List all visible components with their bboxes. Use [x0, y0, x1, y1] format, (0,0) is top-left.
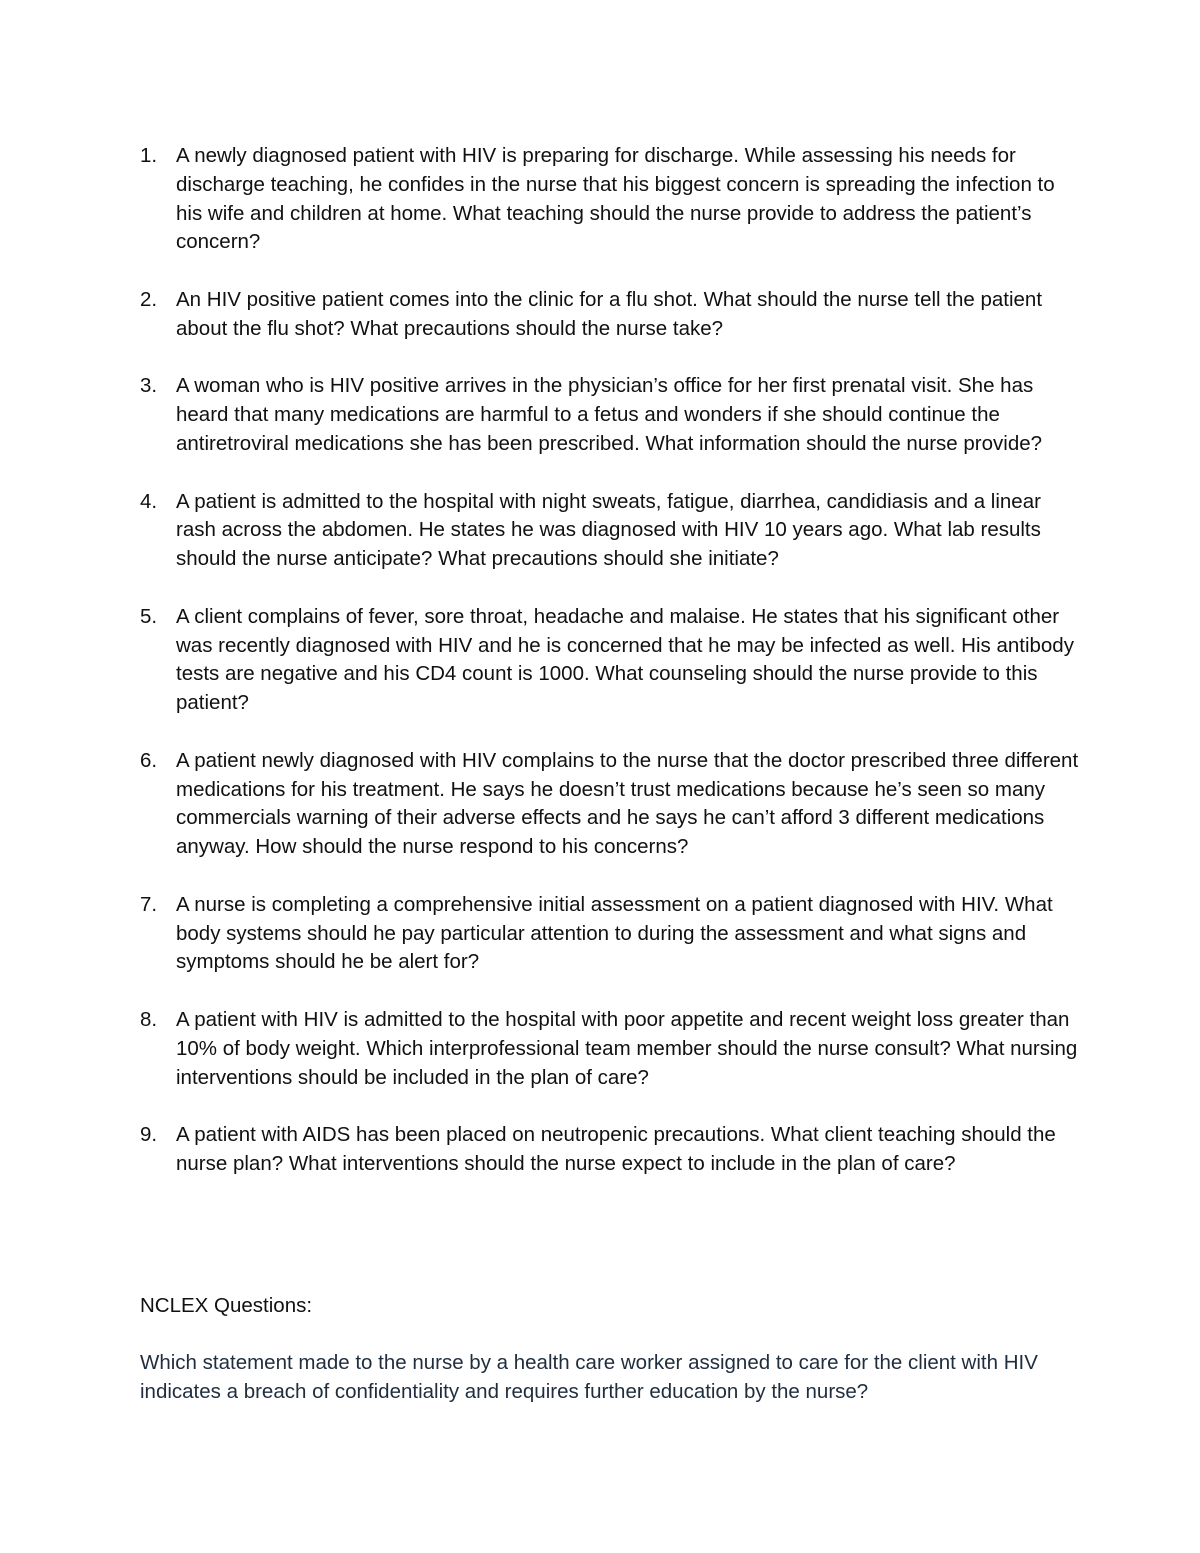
question-text: A patient with HIV is admitted to the hospital with poor appetite and recent weight loss greater than 10% of body weight. Which interprofessional team member should the nurse consult? What nursing interventions should be included in the plan of care?: [176, 1007, 1078, 1089]
question-number: 1.: [140, 144, 158, 167]
question-text: An HIV positive patient comes into the clinic for a flu shot. What should the nurse tell the patient about the flu shot? What precautions should the nurse take?: [176, 287, 1043, 340]
question-item: [140, 891, 1080, 977]
question-text: A client complains of fever, sore throat, headache and malaise. He states that his significant other was recently diagnosed with HIV and he is concerned that he may be infected as well. His antibody tests are negative and his CD4 count is 1000. What counseling should the nurse provide to this patient?: [176, 604, 1074, 715]
nclex-question: Which statement made to the nurse by a health care worker assigned to care for the client with HIV indicates a breach of confidentiality and requires further education by the nurse?: [140, 1351, 1038, 1403]
question-number: 8.: [140, 1007, 158, 1031]
question-text: A patient with AIDS has been placed on neutropenic precautions. What client teaching should the nurse plan? What interventions should the nurse expect to include in the plan of care?: [176, 1123, 1056, 1175]
question-text: A patient newly diagnosed with HIV complains to the nurse that the doctor prescribed three different medications for his treatment. He says he doesn’t trust medications because he’s seen so many commercials warning of their adverse effects and he says he can’t afford 3 different medications anyway. How should the nurse respond to his concerns?: [176, 748, 1079, 859]
question-number: 7.: [140, 892, 158, 916]
question-item: [140, 372, 1080, 458]
question-text: A newly diagnosed patient with HIV is preparing for discharge. While assessing his needs for discharge teaching, he confides in the nurse that his biggest concern is spreading the infection to his wife and children at home. What teaching should the nurse provide to address the patient’s concern?: [176, 144, 1055, 254]
question-text: A nurse is completing a comprehensive initial assessment on a patient diagnosed with HIV. What body systems should he pay particular attention to during the assessment and what signs and symptoms should he be alert for?: [176, 892, 1053, 974]
question-number: 6.: [140, 748, 158, 772]
question-text: A woman who is HIV positive arrives in the physician’s office for her first prenatal visit. She has heard that many medications are harmful to a fetus and wonders if she should continue the antiretroviral medications she has been prescribed. What information should the nurse provide?: [176, 374, 1043, 455]
question-item: [140, 142, 1080, 257]
question-item: [140, 603, 1080, 718]
question-item: [140, 286, 1080, 344]
question-number: 9.: [140, 1123, 158, 1147]
question-text: A patient is admitted to the hospital with night sweats, fatigue, diarrhea, candidiasis and a linear rash across the abdomen. He states he was diagnosed with HIV 10 years ago. What lab results should the nurse anticipate? What precautions should she initiate?: [176, 489, 1041, 571]
question-list: [140, 142, 1080, 1207]
question-item: [140, 1006, 1080, 1092]
question-number: 5.: [140, 604, 158, 628]
question-number: 2.: [140, 287, 158, 311]
question-item: [140, 1121, 1080, 1179]
nclex-heading: NCLEX Questions:: [140, 1294, 313, 1317]
question-item: [140, 488, 1080, 574]
question-number: 3.: [140, 374, 158, 398]
question-number: 4.: [140, 489, 158, 513]
question-item: [140, 747, 1080, 862]
